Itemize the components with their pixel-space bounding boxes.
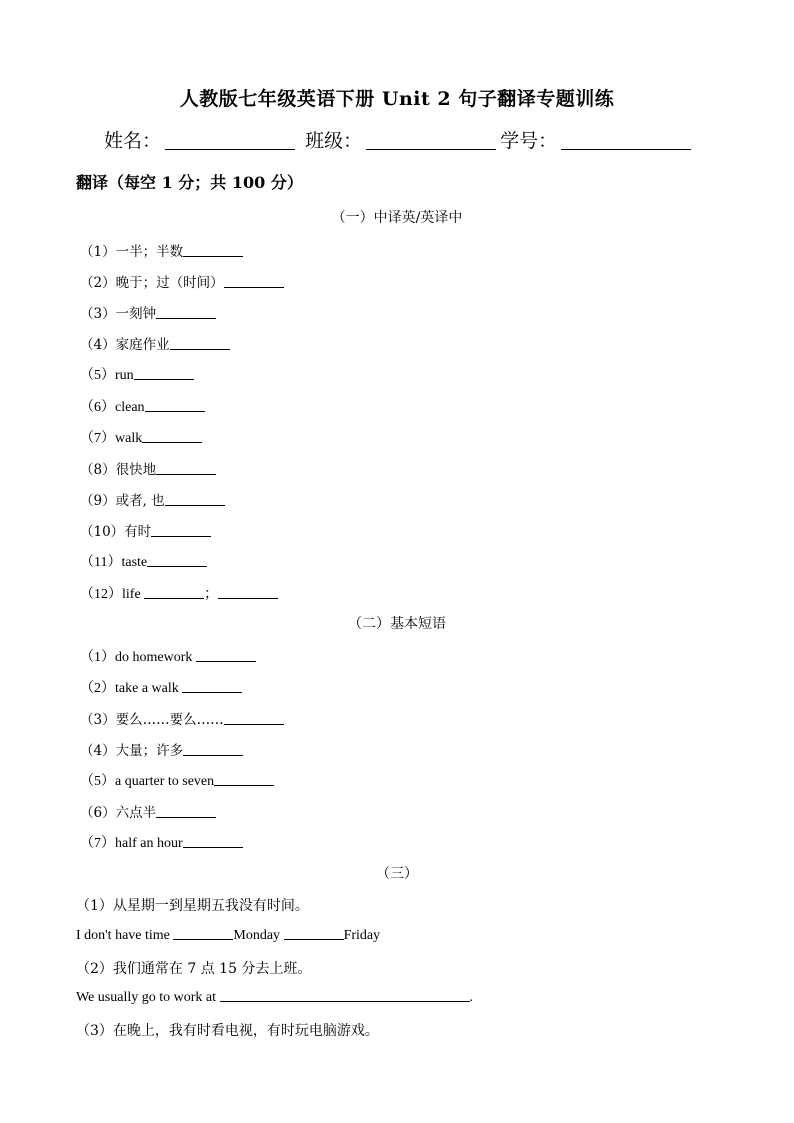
part1-item: （4）家庭作业 [80,333,230,353]
answer-blank[interactable] [156,805,216,818]
part1-item: （6）clean [80,396,205,416]
question-2-english: We usually go to work at . [76,990,474,1005]
part1-item: （3）一刻钟 [80,302,216,322]
question-1-chinese: （1）从星期一到星期五我没有时间。 [76,898,309,914]
part1-item: （11）taste [80,551,207,571]
part1-item: （9）或者, 也 [80,489,225,509]
part2-item: （2）take a walk [80,677,242,697]
part2-heading: （二）基本短语 [348,616,446,632]
answer-blank[interactable] [196,649,256,662]
answer-blank[interactable] [173,927,233,940]
answer-blank[interactable] [183,835,243,848]
part2-item: （6）六点半 [80,801,216,821]
answer-blank[interactable] [156,462,216,475]
answer-blank[interactable] [183,244,243,257]
answer-blank[interactable] [145,399,205,412]
part1-heading: （一）中译英/英译中 [331,210,463,226]
part3-heading: （三） [376,866,418,882]
answer-blank[interactable] [156,306,216,319]
part1-item: （2）晚于；过（时间） [80,271,284,291]
answer-blank[interactable] [144,586,204,599]
name-label: 姓名： [104,130,162,152]
answer-blank[interactable] [151,524,211,537]
answer-blank[interactable] [134,367,194,380]
answer-blank[interactable] [224,712,284,725]
question-3-chinese: （3）在晚上，我有时看电视，有时玩电脑游戏。 [76,1023,379,1039]
answer-blank[interactable] [224,275,284,288]
answer-blank[interactable] [165,493,225,506]
answer-blank[interactable] [214,773,274,786]
answer-blank[interactable] [284,927,344,940]
answer-blank[interactable] [182,680,242,693]
name-blank[interactable] [165,131,295,150]
class-label: 班级： [305,130,363,152]
page-title: 人教版七年级英语下册 Unit 2 句子翻译专题训练 [179,88,615,110]
part2-item: （4）大量；许多 [80,739,243,759]
answer-blank[interactable] [142,430,202,443]
part1-item: （8）很快地 [80,458,216,478]
answer-blank[interactable] [170,337,230,350]
student-info-line [104,126,695,153]
part2-item: （5）a quarter to seven [80,770,274,790]
answer-blank[interactable] [218,586,278,599]
answer-blank[interactable] [147,554,207,567]
question-2-chinese: （2）我们通常在 7 点 15 分去上班。 [76,961,312,977]
answer-blank[interactable] [220,989,470,1002]
part2-item: （3）要么……要么…… [80,708,284,728]
part2-item: （7）half an hour [80,832,243,852]
class-blank[interactable] [366,131,496,150]
part1-item: （10）有时 [80,520,211,540]
section-heading: 翻译（每空 1 分；共 100 分） [76,173,303,192]
part1-item: （1）一半；半数 [80,240,243,260]
question-1-english: I don't have time Monday Friday [76,928,381,943]
id-blank[interactable] [561,131,691,150]
answer-blank[interactable] [183,743,243,756]
part2-item: （1）do homework [80,646,256,666]
part1-item: （5）run [80,364,194,384]
part1-item: （7）walk [80,427,202,447]
id-label: 学号： [500,130,558,152]
part1-item: （12）life ； [80,583,278,603]
